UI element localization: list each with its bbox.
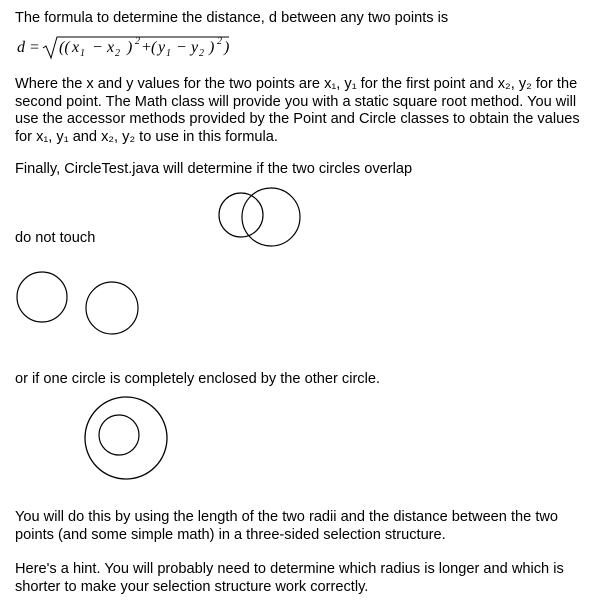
formula-sub3: 1 bbox=[166, 48, 171, 59]
circle-left bbox=[219, 193, 263, 237]
formula-y2: y bbox=[191, 39, 199, 56]
separate-circles-diagram bbox=[15, 266, 145, 338]
paragraph-line: shorter to make your selection structure work correctly. bbox=[15, 578, 369, 595]
formula-sq1: 2 bbox=[135, 36, 140, 47]
formula-open: (( bbox=[59, 39, 70, 56]
circle-right bbox=[86, 282, 138, 334]
circle-outer bbox=[85, 397, 167, 479]
enclosed-label: or if one circle is completely enclosed by the other circle. bbox=[15, 371, 381, 387]
formula-sub2: 2 bbox=[115, 48, 120, 59]
paragraph-line: second point. The Math class will provide you with a static square root method. You will bbox=[15, 93, 577, 110]
enclosed-circles-diagram bbox=[82, 396, 172, 482]
overlap-text: Finally, CircleTest.java will determine if the two circles overlap bbox=[15, 161, 413, 177]
circle-left bbox=[17, 272, 67, 322]
distance-formula bbox=[15, 34, 245, 60]
formula-close2: ) bbox=[209, 39, 215, 56]
no-touch-label: do not touch bbox=[15, 230, 96, 246]
paragraph-line: for x₁, y₁ and x₂, y₂ to use in this formula. bbox=[15, 128, 278, 145]
formula-close1: ) bbox=[127, 39, 133, 56]
formula-equals: = bbox=[29, 39, 40, 56]
formula-minus2: − bbox=[176, 39, 187, 56]
intro-text: The formula to determine the distance, d between any two points is bbox=[15, 10, 449, 26]
formula-d: d bbox=[17, 39, 25, 56]
formula-x1: x bbox=[72, 39, 80, 56]
formula-sub4: 2 bbox=[199, 48, 204, 59]
formula-plus: + bbox=[141, 39, 152, 56]
paragraph-line: use the accessor methods provided by the Point and Circle classes to obtain the values bbox=[15, 111, 580, 127]
overlapping-circles-diagram bbox=[215, 186, 305, 248]
formula-open2: ( bbox=[151, 39, 157, 56]
circle-right bbox=[242, 188, 300, 246]
circle-inner bbox=[99, 415, 139, 455]
paragraph-line: Where the x and y values for the two points are x₁, y₁ for the first point and x₂, y₂ for the bbox=[15, 76, 578, 92]
radii-paragraph bbox=[15, 509, 558, 544]
formula-sub1: 1 bbox=[80, 48, 85, 59]
formula-minus1: − bbox=[92, 39, 103, 56]
formula-sq2: 2 bbox=[217, 36, 222, 47]
formula-close3: ) bbox=[224, 39, 230, 56]
explanation-paragraph bbox=[15, 76, 580, 146]
paragraph-line: points (and some simple math) in a three-sided selection structure. bbox=[15, 526, 446, 543]
formula-y1: y bbox=[158, 39, 166, 56]
formula-x2: x bbox=[107, 39, 115, 56]
hint-paragraph bbox=[15, 561, 564, 596]
paragraph-line: Here's a hint. You will probably need to determine which radius is longer and which is bbox=[15, 561, 564, 577]
paragraph-line: You will do this by using the length of the two radii and the distance between the two bbox=[15, 509, 559, 525]
